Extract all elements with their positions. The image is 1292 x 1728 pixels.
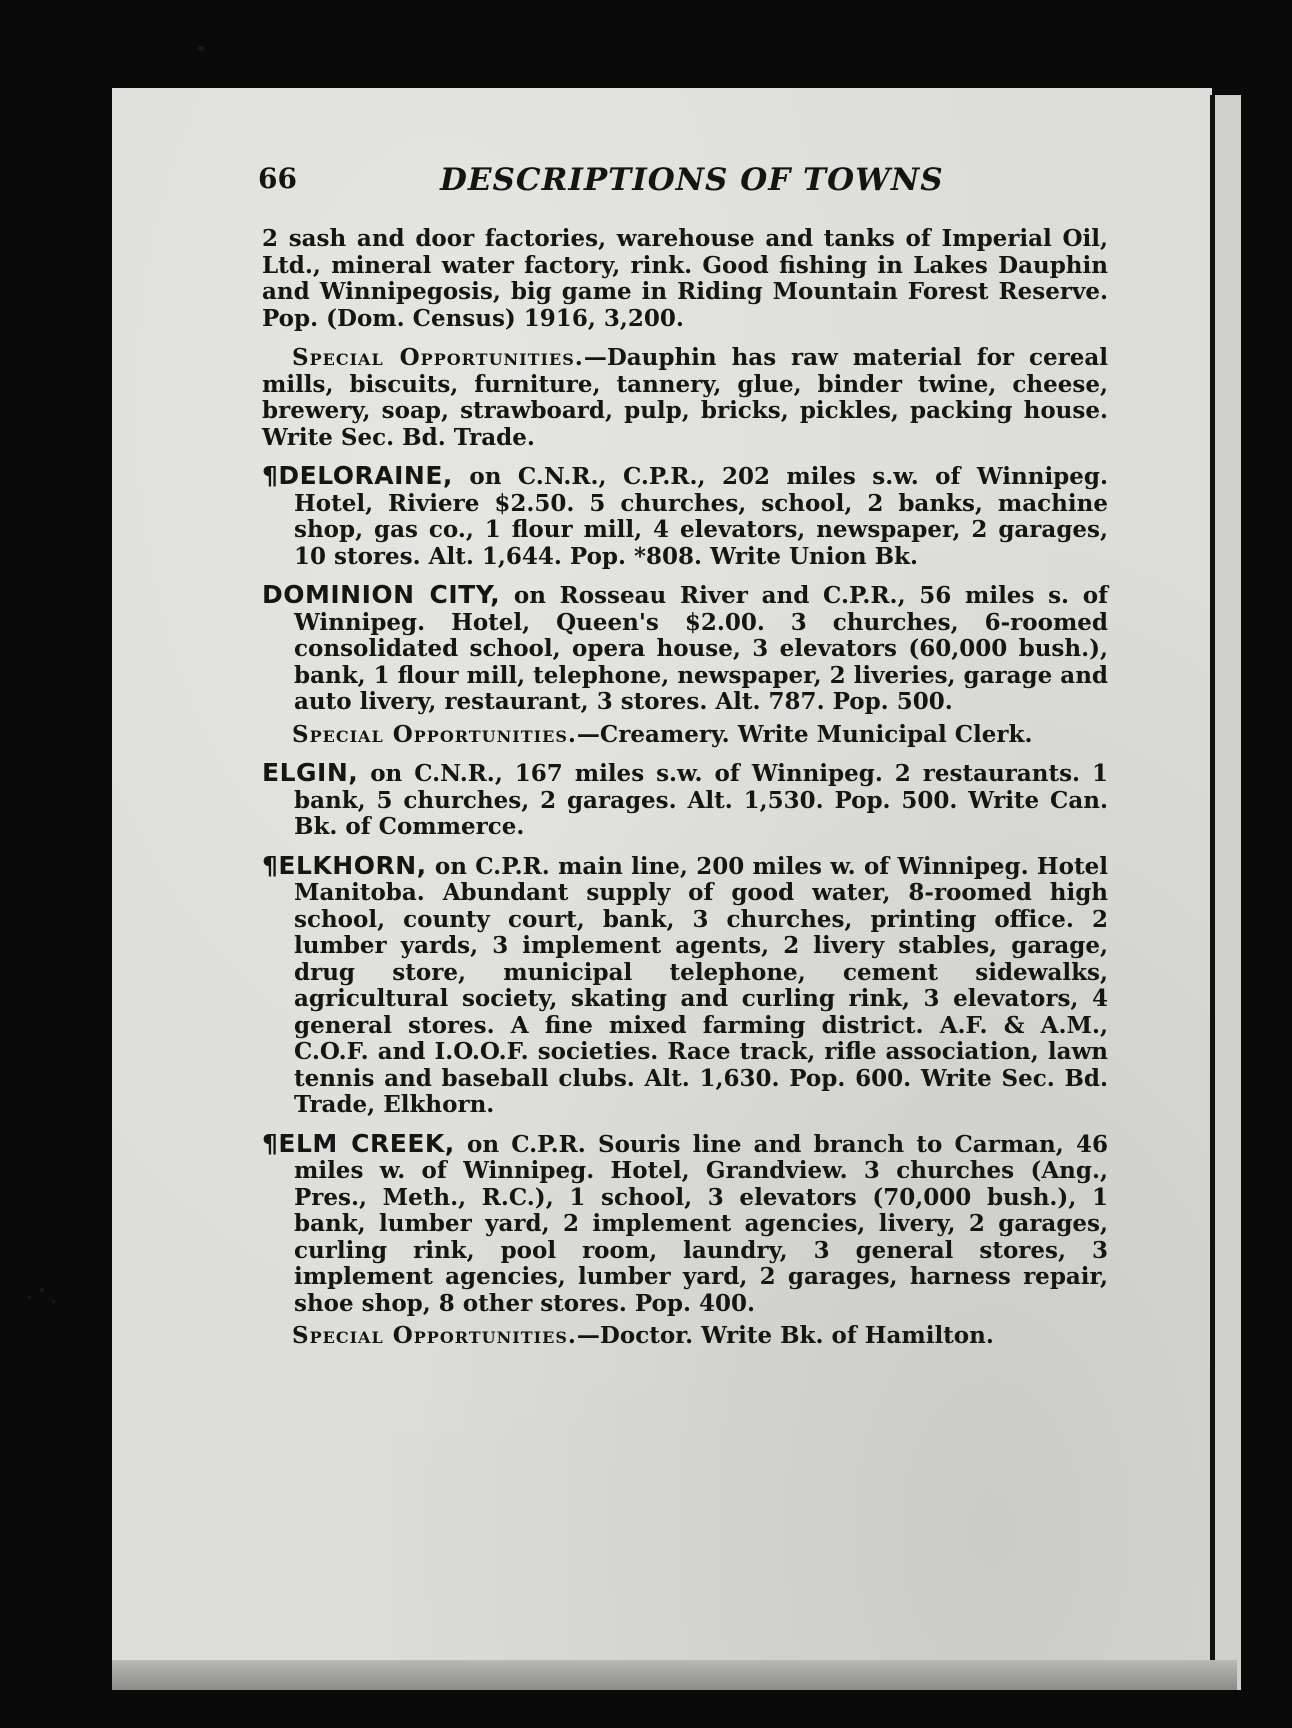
town-description: on C.P.R. main line, 200 miles w. of Winnipeg. Hotel Manitoba. Abundant supply of good water, 8-roomed high school, county court, bank, 3 churches, printing office. 2 lumber yards, 3 implement agents, 2 livery stables, garage, drug store, municipal telephone, cement sidewalks, agricultural society, skating and curling rink, 3 elevators, 4 general stores. A fine mixed farming district. A.F. & A.M., C.O.F. and I.O.O.F. societies. Race track, rifle association, lawn tennis and baseball clubs. Alt. 1,630. Pop. 600. Write Sec. Bd. Trade, Elkhorn.	[294, 852, 1108, 1118]
special-opportunities-paragraph	[262, 722, 1108, 749]
special-label: Special Opportunities.	[292, 1322, 577, 1349]
town-entry-elgin	[262, 760, 1108, 841]
page-number: 66	[258, 162, 297, 195]
dust-speck	[52, 1300, 55, 1303]
special-label: Special Opportunities.	[292, 720, 577, 748]
town-description: on C.N.R., C.P.R., 202 miles s.w. of Winnipeg. Hotel, Riviere $2.50. 5 churches, school, 2 banks, machine shop, gas co., 1 flour mill, 4 elevators, newspaper, 2 garages, 10 stores. Alt. 1,644. Pop. *808. Write Union Bk.	[294, 463, 1108, 570]
running-title: DESCRIPTIONS OF TOWNS	[440, 162, 944, 198]
special-text: —Doctor. Write Bk. of Hamilton.	[576, 1322, 994, 1349]
page-bottom-shadow	[112, 1660, 1237, 1690]
town-entry-deloraine	[262, 463, 1108, 570]
town-name: ¶ELKHORN,	[262, 850, 427, 880]
dust-speck	[198, 46, 204, 51]
town-name: ¶DELORAINE,	[262, 461, 453, 490]
town-entry-elm-creek	[262, 1128, 1108, 1318]
page-header	[150, 162, 970, 202]
special-text: —Creamery. Write Municipal Clerk.	[576, 720, 1033, 748]
town-entry-dominion-city	[262, 582, 1108, 716]
special-opportunities-paragraph	[262, 1323, 1108, 1350]
special-label: Special Opportunities.	[292, 344, 584, 371]
facing-page-edge	[1210, 95, 1241, 1690]
town-name: ELGIN,	[262, 758, 359, 787]
body-text	[262, 226, 1108, 1362]
special-text: —Dauphin has raw material for cereal mills, biscuits, furniture, tannery, glue, binder twine, cheese, brewery, soap, strawboard, pulp, bricks, pickles, packing house. Write Sec. Bd. Trade.	[262, 344, 1108, 451]
town-name: DOMINION CITY,	[262, 580, 501, 609]
town-description: on C.N.R., 167 miles s.w. of Winnipeg. 2 restaurants. 1 bank, 5 churches, 2 garages. Alt. 1,530. Pop. 500. Write Can. Bk. of Commerce.	[294, 760, 1108, 840]
town-description: on Rosseau River and C.P.R., 56 miles s. of Winnipeg. Hotel, Queen's $2.00. 3 churches, 6-roomed consolidated school, opera house, 3 elevators (60,000 bush.), bank, 1 flour mill, telephone, newspaper, 2 liveries, garage and auto livery, restaurant, 3 stores. Alt. 787. Pop. 500.	[294, 582, 1108, 715]
dust-speck	[40, 1288, 44, 1292]
special-opportunities-paragraph	[262, 345, 1108, 451]
dust-speck	[28, 1296, 31, 1299]
town-name: ¶ELM CREEK,	[262, 1128, 455, 1158]
continued-paragraph: 2 sash and door factories, warehouse and tanks of Imperial Oil, Ltd., mineral water factory, rink. Good fishing in Lakes Dauphin and Winnipegosis, big game in Riding Mountain Forest Reserve. Pop. (Dom. Census) 1916, 3,200.	[262, 225, 1108, 332]
town-entry-elkhorn	[262, 850, 1108, 1119]
town-description: on C.P.R. Souris line and branch to Carman, 46 miles w. of Winnipeg. Hotel, Grandview. 3 churches (Ang., Pres., Meth., R.C.), 1 school, 3 elevators (70,000 bush.), 1 bank, lumber yard, 2 implement agencies, livery, 2 garages, curling rink, pool room, laundry, 3 general stores, 3 implement agencies, lumber yard, 2 garages, harness repair, shoe shop, 8 other stores. Pop. 400.	[294, 1130, 1108, 1317]
